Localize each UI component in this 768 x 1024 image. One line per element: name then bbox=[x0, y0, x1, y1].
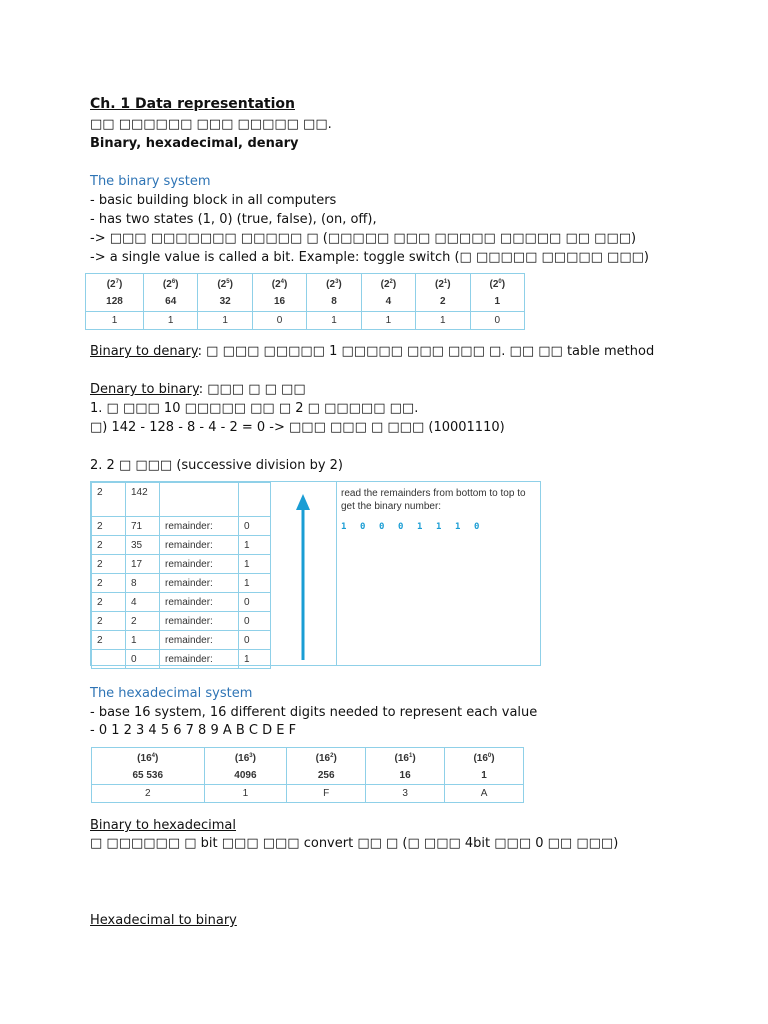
binary-result-digit: 0 bbox=[360, 522, 366, 532]
hex-digit-cell: A bbox=[445, 785, 524, 803]
division-row bbox=[92, 631, 271, 650]
hex-power-cell: $(16^2)$ bbox=[287, 748, 366, 767]
binary-bullet-4: -> a single value is called a bit. Example: toggle switch (□ □□□□□ □□□□□ □□□) bbox=[90, 250, 649, 265]
division-cell: remainder: bbox=[160, 631, 239, 650]
division-cell: 1 bbox=[126, 631, 160, 650]
binary-bit-cell: 1 bbox=[416, 312, 470, 330]
denary-step-2: 2. 2 □ □□□ (successive division by 2) bbox=[90, 458, 343, 473]
remainders-note: read the remainders from bottom to top to get the binary number: bbox=[341, 488, 526, 512]
binary-result-digit: 0 bbox=[379, 522, 385, 532]
binary-power-cell-base: 2 bbox=[110, 279, 116, 291]
division-row bbox=[92, 612, 271, 631]
hex-place-value-table bbox=[91, 747, 524, 803]
division-cell: remainder: bbox=[160, 574, 239, 593]
division-cell: 2 bbox=[92, 517, 126, 536]
division-cell: remainder: bbox=[160, 593, 239, 612]
binary-value-cell: 2 bbox=[416, 293, 470, 312]
binary-power-cell: $(2^2)$ bbox=[361, 274, 415, 293]
binary-result-digit: 0 bbox=[398, 522, 404, 532]
division-cell: 1 bbox=[239, 574, 271, 593]
division-cell: remainder: bbox=[160, 536, 239, 555]
division-table bbox=[91, 482, 271, 669]
binary-result-digit: 1 bbox=[455, 522, 461, 532]
hex-digit-cell: F bbox=[287, 785, 366, 803]
denary-to-binary-line bbox=[90, 381, 306, 399]
division-cell: 17 bbox=[126, 555, 160, 574]
division-cell: remainder: bbox=[160, 612, 239, 631]
division-cell: 2 bbox=[92, 631, 126, 650]
division-cell: 2 bbox=[92, 555, 126, 574]
division-cell: remainder: bbox=[160, 517, 239, 536]
binary-place-value-table bbox=[85, 273, 525, 330]
binary-value-cell: 8 bbox=[307, 293, 361, 312]
binary-power-cell-exponent: 0 bbox=[498, 279, 502, 286]
division-cell: 0 bbox=[239, 517, 271, 536]
division-row bbox=[92, 593, 271, 612]
denary-to-binary-label: Denary to binary bbox=[90, 382, 199, 397]
division-cell: 1 bbox=[239, 555, 271, 574]
division-cell: 35 bbox=[126, 536, 160, 555]
division-cell bbox=[160, 483, 239, 517]
division-cell: 142 bbox=[126, 483, 160, 517]
binary-power-cell-exponent: 7 bbox=[115, 279, 119, 286]
binary-power-cell: $(2^0)$ bbox=[470, 274, 524, 293]
hex-power-cell-exponent: 1 bbox=[409, 753, 413, 760]
division-row bbox=[92, 517, 271, 536]
hex-power-cell-exponent: 0 bbox=[487, 753, 492, 760]
binary-power-cell: $(2^4)$ bbox=[252, 274, 306, 293]
division-row bbox=[92, 574, 271, 593]
hex-power-cell-base: 16 bbox=[397, 753, 409, 765]
division-cell: 2 bbox=[92, 612, 126, 631]
binary-value-cell: 1 bbox=[470, 293, 524, 312]
binary-to-denary-text: : □ □□□ □□□□□ 1 □□□□□ □□□ □□□ □. □□ □□ table method bbox=[197, 344, 655, 359]
binary-result-digit: 1 bbox=[341, 522, 347, 532]
division-cell: 2 bbox=[92, 483, 126, 517]
division-cell: 0 bbox=[239, 593, 271, 612]
division-cell: 4 bbox=[126, 593, 160, 612]
hex-value-cell: 65 536 bbox=[92, 767, 205, 785]
binary-bit-cell: 1 bbox=[361, 312, 415, 330]
binary-power-cell-exponent: 1 bbox=[443, 279, 448, 286]
hex-power-cell-exponent: 2 bbox=[330, 753, 334, 760]
division-cell: 71 bbox=[126, 517, 160, 536]
hex-line-2: - 0 1 2 3 4 5 6 7 8 9 A B C D E F bbox=[90, 723, 297, 738]
hex-digit-cell: 3 bbox=[366, 785, 445, 803]
binary-power-cell: $(2^1)$ bbox=[416, 274, 470, 293]
hex-power-cell: $(16^0)$ bbox=[445, 748, 524, 767]
division-cell: 1 bbox=[239, 536, 271, 555]
topics-line: Binary, hexadecimal, denary bbox=[90, 136, 299, 151]
binary-bit-cell: 1 bbox=[86, 312, 144, 330]
binary-power-cell-base: 2 bbox=[329, 279, 336, 291]
binary-power-cell-base: 2 bbox=[166, 279, 172, 291]
binary-result-digits bbox=[341, 522, 493, 532]
binary-to-denary-line bbox=[90, 343, 654, 361]
binary-power-cell: $(2^7)$ bbox=[86, 274, 144, 293]
binary-power-cell-exponent: 4 bbox=[280, 279, 284, 286]
division-cell: 2 bbox=[92, 536, 126, 555]
hex-value-cell: 256 bbox=[287, 767, 366, 785]
binary-value-cell: 4 bbox=[361, 293, 415, 312]
binary-bit-cell: 1 bbox=[198, 312, 252, 330]
hex-to-binary-label: Hexadecimal to binary bbox=[90, 913, 237, 928]
binary-system-heading: The binary system bbox=[90, 174, 211, 189]
division-row bbox=[92, 483, 271, 517]
division-cell: 0 bbox=[239, 612, 271, 631]
hex-power-cell-exponent: 3 bbox=[249, 753, 253, 760]
hex-value-cell: 16 bbox=[366, 767, 445, 785]
division-cell: 8 bbox=[126, 574, 160, 593]
hex-digit-cell: 1 bbox=[204, 785, 287, 803]
binary-power-cell-base: 2 bbox=[275, 279, 281, 291]
binary-power-cell: $(2^3)$ bbox=[307, 274, 361, 293]
hex-value-cell: 1 bbox=[445, 767, 524, 785]
hex-line-1: - base 16 system, 16 different digits needed to represent each value bbox=[90, 705, 538, 720]
binary-bit-cell: 0 bbox=[252, 312, 306, 330]
hex-power-cell: $(16^3)$ bbox=[204, 748, 287, 767]
division-cell: 2 bbox=[126, 612, 160, 631]
division-cell: 2 bbox=[92, 593, 126, 612]
hex-power-cell-exponent: 4 bbox=[151, 753, 155, 760]
binary-bit-cell: 1 bbox=[144, 312, 198, 330]
binary-power-cell-exponent: 6 bbox=[171, 279, 176, 286]
binary-bit-cell: 0 bbox=[470, 312, 524, 330]
hex-value-cell: 4096 bbox=[204, 767, 287, 785]
division-cell: 0 bbox=[126, 650, 160, 669]
binary-power-cell-base: 2 bbox=[438, 279, 444, 291]
division-row bbox=[92, 536, 271, 555]
binary-value-cell: 64 bbox=[144, 293, 198, 312]
binary-power-cell-base: 2 bbox=[383, 279, 390, 291]
division-cell: 2 bbox=[92, 574, 126, 593]
successive-division-figure bbox=[90, 481, 541, 666]
hex-power-cell-base: 16 bbox=[140, 753, 152, 765]
binary-value-cell: 32 bbox=[198, 293, 252, 312]
up-arrow-icon bbox=[270, 482, 336, 665]
binary-power-cell-base: 2 bbox=[220, 279, 227, 291]
denary-step-1: 1. □ □□□ 10 □□□□□ □□ □ 2 □ □□□□□ □□. bbox=[90, 401, 419, 416]
binary-result-digit: 0 bbox=[474, 522, 480, 532]
division-cell bbox=[92, 650, 126, 669]
subtitle-korean: □□ □□□□□□ □□□ □□□□□ □□. bbox=[90, 117, 332, 132]
hex-system-heading: The hexadecimal system bbox=[90, 686, 253, 701]
denary-to-binary-text: : □□□ □ □ □□ bbox=[198, 382, 306, 397]
division-cell: remainder: bbox=[160, 650, 239, 669]
hex-power-cell-base: 16 bbox=[238, 753, 250, 765]
division-row bbox=[92, 650, 271, 669]
binary-power-cell-exponent: 5 bbox=[226, 279, 230, 286]
hex-power-cell-base: 16 bbox=[318, 753, 331, 765]
division-row bbox=[92, 555, 271, 574]
binary-value-cell: 128 bbox=[86, 293, 144, 312]
binary-result-digit: 1 bbox=[417, 522, 423, 532]
binary-to-denary-label: Binary to denary bbox=[90, 344, 198, 359]
binary-to-hex-label: Binary to hexadecimal bbox=[90, 818, 237, 833]
binary-to-hex-text: □ □□□□□□ □ bit □□□ □□□ convert □□ □ (□ □□□ 4bit □□□ 0 □□ □□□) bbox=[90, 836, 619, 851]
hex-power-cell: $(16^1)$ bbox=[366, 748, 445, 767]
binary-result-digit: 1 bbox=[436, 522, 442, 532]
division-cell: 0 bbox=[239, 631, 271, 650]
binary-bullet-2: - has two states (1, 0) (true, false), (on, off), bbox=[90, 212, 377, 227]
hex-power-cell: $(16^4)$ bbox=[92, 748, 205, 767]
binary-power-cell-exponent: 3 bbox=[335, 279, 339, 286]
division-cell: remainder: bbox=[160, 555, 239, 574]
binary-power-cell: $(2^6)$ bbox=[144, 274, 198, 293]
binary-value-cell: 16 bbox=[252, 293, 306, 312]
chapter-title: Ch. 1 Data representation bbox=[90, 96, 295, 112]
binary-bullet-1: - basic building block in all computers bbox=[90, 193, 337, 208]
hex-power-cell-base: 16 bbox=[476, 753, 488, 765]
arrow-column bbox=[270, 482, 337, 665]
hex-digit-cell: 2 bbox=[92, 785, 205, 803]
binary-power-cell-exponent: 2 bbox=[389, 279, 393, 286]
division-cell: 1 bbox=[239, 650, 271, 669]
denary-step-1-example: □) 142 - 128 - 8 - 4 - 2 = 0 -> □□□ □□□ □ □□□ (10001110) bbox=[90, 420, 505, 435]
binary-bit-cell: 1 bbox=[307, 312, 361, 330]
binary-bullet-3: -> □□□ □□□□□□□ □□□□□ □ (□□□□□ □□□ □□□□□ □□□□□ □□ □□□) bbox=[90, 231, 637, 246]
division-cell bbox=[239, 483, 271, 517]
binary-power-cell: $(2^5)$ bbox=[198, 274, 252, 293]
binary-power-cell-base: 2 bbox=[492, 279, 499, 291]
